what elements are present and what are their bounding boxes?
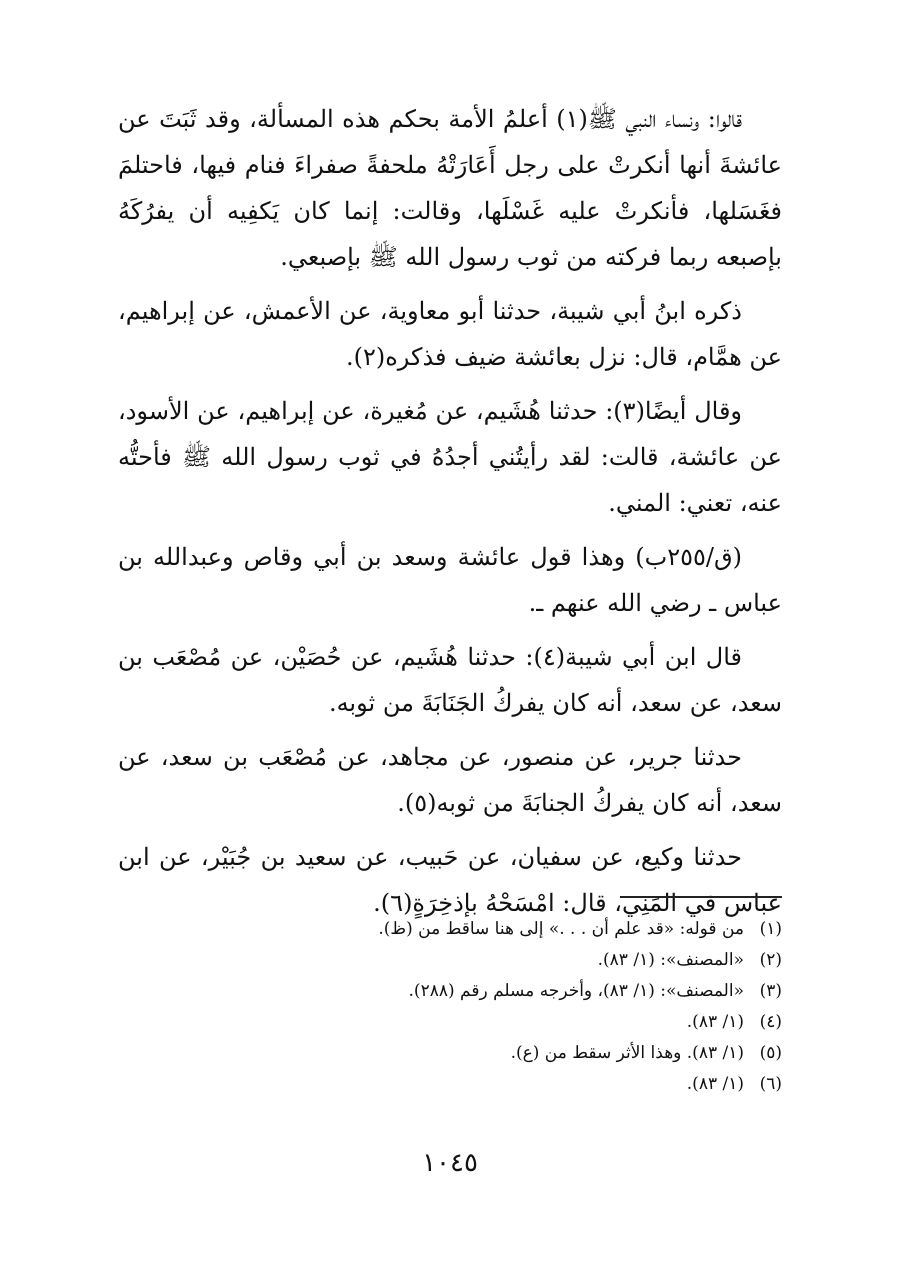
footnote-text: (١/ ٨٣). وهذا الأثر سقط من (ع). <box>510 1043 744 1063</box>
footnote-number: (٤) <box>759 1012 782 1032</box>
footnote-number: (١) <box>759 919 782 939</box>
footnote-number: (٢) <box>759 950 782 970</box>
footnote-item <box>118 945 782 976</box>
paragraph-4: (ق/٢٥٥ب) وهذا قول عائشة وسعد بن أبي وقاص وعبدالله بن عباس ـ رضي الله عنهم ـ. <box>118 543 782 617</box>
footnote-text: (١/ ٨٣). <box>686 1012 744 1032</box>
paragraph-2: ذكره ابنُ أبي شيبة، حدثنا أبو معاوية، عن الأعمش، عن إبراهيم، عن همَّام، قال: نزل بعائشة ضيف فذكره(٢). <box>118 297 782 371</box>
footnote-item <box>118 914 782 945</box>
paragraph-1: قالوا: ونساء النبي ﷺ(١) أعلمُ الأمة بحكم هذه المسألة، وقد ثَبَتَ عن عائشةَ أنها أنكرتْ على رجل أَعَارَتْهُ ملحفةً صفراءَ فنام فيها، فاحتلمَ فغَسَلها، فأنكرتْ عليه غَسْلَها، وقالت: إنما كان يَكفِيه أن يفرُكَهُ بإصبعه ربما فركته من ثوب رسول الله ﷺ بإصبعي. <box>118 105 782 271</box>
footnote-number: (٥) <box>759 1043 782 1063</box>
footnote-text: من قوله: «قد علم أن . . .» إلى هنا ساقط من (ظ). <box>378 919 744 939</box>
footnotes <box>118 914 782 1100</box>
footnote-item <box>118 1007 782 1038</box>
footnote-text: (١/ ٨٣). <box>686 1074 744 1094</box>
footnote-item <box>118 1038 782 1069</box>
footnote-number: (٣) <box>759 981 782 1001</box>
footnote-separator <box>620 896 782 898</box>
paragraph-3: وقال أيضًا(٣): حدثنا هُشَيم، عن مُغيرة، عن إبراهيم، عن الأسود، عن عائشة، قالت: لقد رأيتُني أجدُهُ في ثوب رسول الله ﷺ فأحتُّه عنه، تعني: المني. <box>118 397 782 517</box>
footnote-number: (٦) <box>759 1074 782 1094</box>
page-number: ١٠٤٥ <box>422 1148 478 1178</box>
footnote-text: «المصنف»: (١/ ٨٣). <box>597 950 744 970</box>
footnote-item <box>118 976 782 1007</box>
paragraph-6: حدثنا جرير، عن منصور، عن مجاهد، عن مُصْعَب بن سعد، عن سعد، أنه كان يفركُ الجنابَةَ من ثوبه(٥). <box>118 743 782 817</box>
main-text <box>118 96 782 934</box>
paragraph-5: قال ابن أبي شيبة(٤): حدثنا هُشَيم، عن حُصَيْن، عن مُصْعَب بن سعد، عن سعد، أنه كان يفركُ الجَنَابَةَ من ثوبه. <box>118 643 782 717</box>
paragraph-7: حدثنا وكيع، عن سفيان، عن حَبيب، عن سعيد بن جُبَيْر، عن ابن عباس في المَنِي، قال: امْسَحْهُ بإذخِرَةٍ(٦). <box>118 843 782 917</box>
footnote-text: «المصنف»: (١/ ٨٣)، وأخرجه مسلم رقم (٢٨٨). <box>408 981 744 1001</box>
footnote-item <box>118 1069 782 1100</box>
